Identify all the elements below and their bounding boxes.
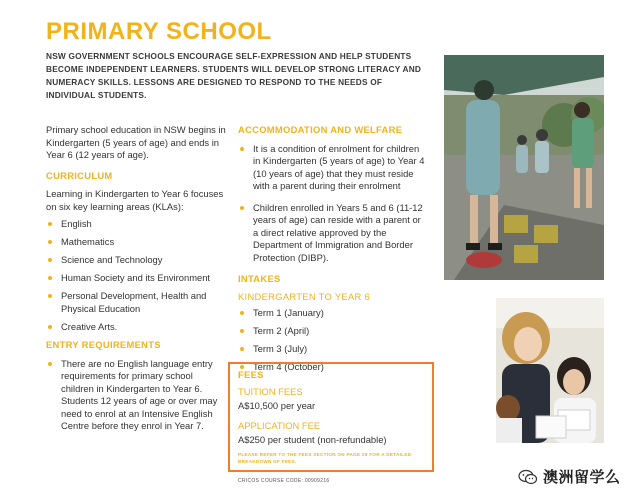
list-item: It is a condition of enrolment for children in Kindergarten (5 years of age) to Year 4 (10 years of age) that they must reside with a parent during their enrolment — [238, 143, 428, 193]
entry-heading: ENTRY REQUIREMENTS — [46, 339, 161, 350]
fees-note: PLEASE REFER TO THE FEES SECTION ON PAGE 29 FOR A DETAILED BREAKDOWN OF FEES. — [238, 452, 412, 464]
list-item: Mathematics — [46, 236, 228, 249]
application-fee-label: APPLICATION FEE — [238, 420, 321, 431]
curriculum-text: Learning in Kindergarten to Year 6 focuses on six key learning areas (KLAs): — [46, 188, 224, 212]
tuition-fee-value: A$10,500 per year — [238, 400, 316, 411]
left-column — [46, 124, 228, 438]
fees-box — [228, 362, 434, 472]
accommodation-list — [238, 143, 428, 265]
tuition-fee-label: TUITION FEES — [238, 386, 303, 397]
wechat-logo-icon — [518, 469, 538, 485]
list-item: Personal Development, Health and Physical Education — [46, 290, 228, 315]
fees-heading: FEES — [238, 369, 264, 380]
intakes-subheading: KINDERGARTEN TO YEAR 6 — [238, 290, 370, 302]
classroom-photo — [496, 298, 604, 443]
cricos-code: CRICOS COURSE CODE: 00909216 — [238, 478, 330, 484]
list-item: Science and Technology — [46, 254, 228, 267]
playground-photo — [444, 55, 604, 280]
list-item: Term 2 (April) — [238, 325, 428, 338]
intro-text: NSW GOVERNMENT SCHOOLS ENCOURAGE SELF-EXPRESSION AND HELP STUDENTS BECOME INDEPENDENT LEARNERS. STUDENTS WILL DEVELOP STRONG LITERACY AND NUMERACY SKILLS. LESSONS ARE DESIGNED TO RESPOND TO THE NEEDS OF INDIVIDUAL STUDENTS. — [46, 51, 422, 100]
list-item: Human Society and its Environment — [46, 272, 228, 285]
list-item: Creative Arts. — [46, 321, 228, 334]
entry-list — [46, 358, 228, 433]
watermark — [518, 466, 621, 487]
list-item: English — [46, 218, 228, 231]
list-item: There are no English language entry requirements for primary school children in Kindergarten to Year 6. Students 12 years of age or over may need to enrol at an Intensive English Centre before they enrol in Year 7. — [46, 358, 228, 433]
list-item: Term 4 (October) — [238, 361, 428, 374]
intakes-heading: INTAKES — [238, 273, 281, 284]
watermark-text: 澳洲留学么 — [543, 469, 621, 486]
list-item: Children enrolled in Years 5 and 6 (11-12 years of age) can reside with a parent or a direct relative approved by the Department of Immigration and Border Protection (DIBP). — [238, 202, 428, 265]
list-item: Term 3 (July) — [238, 343, 428, 356]
accommodation-heading: ACCOMMODATION AND WELFARE — [238, 124, 403, 135]
middle-column — [238, 124, 428, 379]
kla-list — [46, 218, 228, 333]
list-item: Term 1 (January) — [238, 307, 428, 320]
curriculum-heading: CURRICULUM — [46, 169, 113, 181]
overview-text: Primary school education in NSW begins in Kindergarten (5 years of age) and ends in Year 6 (12 years of age). — [46, 124, 226, 160]
page-title: PRIMARY SCHOOL — [46, 18, 272, 45]
application-fee-value: A$250 per student (non-refundable) — [238, 434, 387, 445]
